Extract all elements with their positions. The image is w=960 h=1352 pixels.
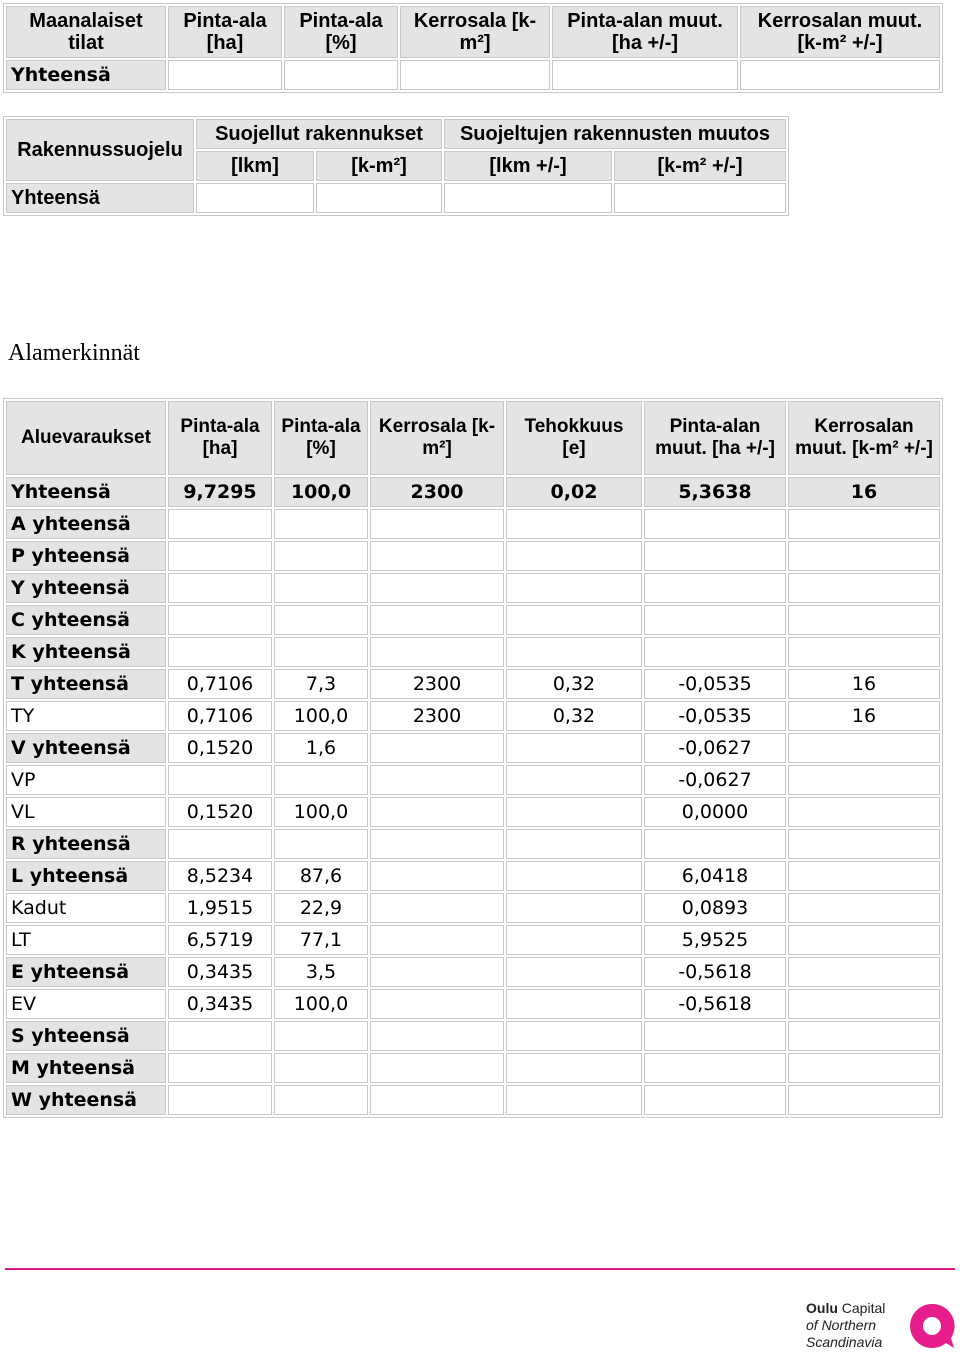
row-label: C yhteensä	[6, 605, 166, 635]
table-cell	[788, 573, 940, 603]
column-header: [k-m² +/-]	[614, 151, 786, 181]
table-cell	[370, 989, 504, 1019]
row-label: Kadut	[6, 893, 166, 923]
table-cell	[274, 1053, 368, 1083]
column-group-header: Suojeltujen rakennusten muutos	[444, 119, 786, 149]
column-header: Kerrosala [k-m²]	[370, 401, 504, 475]
table-row	[6, 733, 940, 763]
table-row	[6, 989, 940, 1019]
table-cell	[506, 541, 642, 571]
row-label: P yhteensä	[6, 541, 166, 571]
table-cell: -0,5618	[644, 957, 786, 987]
table-cell	[614, 183, 786, 213]
table-cell	[274, 1085, 368, 1115]
table-cell	[506, 861, 642, 891]
table-cell	[274, 541, 368, 571]
logo-text	[806, 1300, 906, 1351]
table-cell	[740, 60, 940, 90]
row-label: Yhteensä	[6, 477, 166, 507]
table-cell: 0,0000	[644, 797, 786, 827]
total-label: Yhteensä	[6, 60, 166, 90]
table-cell	[788, 861, 940, 891]
table-cell	[506, 573, 642, 603]
column-header: Pinta-ala [%]	[284, 6, 398, 58]
table-cell: 16	[788, 669, 940, 699]
table-cell: 0,3435	[168, 957, 272, 987]
table-cell	[370, 765, 504, 795]
table-cell	[370, 1021, 504, 1051]
row-label: EV	[6, 989, 166, 1019]
table-cell	[370, 1085, 504, 1115]
table-cell	[788, 1085, 940, 1115]
table-cell	[370, 797, 504, 827]
table-cell	[788, 797, 940, 827]
table-cell	[274, 637, 368, 667]
table-cell: 100,0	[274, 477, 368, 507]
table-row	[6, 541, 940, 571]
section-title: Alamerkinnät	[8, 340, 140, 366]
table-cell: 0,1520	[168, 733, 272, 763]
table-cell	[274, 765, 368, 795]
table-cell: -0,0535	[644, 701, 786, 731]
row-label: V yhteensä	[6, 733, 166, 763]
table-cell	[370, 637, 504, 667]
row-label: K yhteensä	[6, 637, 166, 667]
table-cell	[788, 509, 940, 539]
table-row	[6, 1053, 940, 1083]
table-cell	[506, 797, 642, 827]
table-cell: 100,0	[274, 701, 368, 731]
table-row	[6, 861, 940, 891]
table-header-row	[6, 6, 940, 58]
table-cell	[788, 765, 940, 795]
alamerkinnat-table	[3, 398, 943, 1118]
table-cell: 7,3	[274, 669, 368, 699]
oulu-logo	[806, 1300, 960, 1350]
logo-text-line: of Northern	[806, 1317, 877, 1333]
row-label: A yhteensä	[6, 509, 166, 539]
table-row	[6, 605, 940, 635]
column-header: Kerrosala [k-m²]	[400, 6, 550, 58]
table-cell	[788, 957, 940, 987]
table-row	[6, 183, 786, 213]
footer-divider	[5, 1268, 955, 1270]
table-cell	[788, 605, 940, 635]
table-cell	[284, 60, 398, 90]
table-cell	[506, 733, 642, 763]
table-cell	[444, 183, 612, 213]
table-cell	[552, 60, 738, 90]
table-cell	[168, 509, 272, 539]
table-cell: 2300	[370, 669, 504, 699]
table-row	[6, 701, 940, 731]
table-cell	[644, 637, 786, 667]
table-cell: 3,5	[274, 957, 368, 987]
table-header-row	[6, 401, 940, 475]
table-cell	[644, 605, 786, 635]
table-cell	[168, 541, 272, 571]
table-cell	[274, 605, 368, 635]
row-label: S yhteensä	[6, 1021, 166, 1051]
row-label: Y yhteensä	[6, 573, 166, 603]
table-cell	[196, 183, 314, 213]
column-header: Pinta-alan muut. [ha +/-]	[644, 401, 786, 475]
table-cell: 1,9515	[168, 893, 272, 923]
table-row	[6, 509, 940, 539]
row-label: VP	[6, 765, 166, 795]
table-cell: 6,5719	[168, 925, 272, 955]
table-row	[6, 669, 940, 699]
table-cell	[644, 1021, 786, 1051]
column-header: Kerrosalan muut. [k-m² +/-]	[740, 6, 940, 58]
table-row	[6, 1085, 940, 1115]
table-row	[6, 637, 940, 667]
table-cell: 22,9	[274, 893, 368, 923]
table-cell	[644, 573, 786, 603]
table-cell	[400, 60, 550, 90]
table-cell	[788, 733, 940, 763]
table-cell	[506, 509, 642, 539]
column-header: Maanalaiset tilat	[6, 6, 166, 58]
maanalaiset-table	[3, 3, 943, 93]
table-cell: -0,0535	[644, 669, 786, 699]
table-cell: 6,0418	[644, 861, 786, 891]
table-cell	[168, 1021, 272, 1051]
table-cell: 0,7106	[168, 669, 272, 699]
row-label: LT	[6, 925, 166, 955]
table-cell	[168, 637, 272, 667]
table-cell	[506, 989, 642, 1019]
table-cell	[370, 733, 504, 763]
table-cell	[168, 60, 282, 90]
total-label: Yhteensä	[6, 183, 194, 213]
row-label: TY	[6, 701, 166, 731]
table-row	[6, 925, 940, 955]
table-cell: 87,6	[274, 861, 368, 891]
row-label: T yhteensä	[6, 669, 166, 699]
column-header: [lkm]	[196, 151, 314, 181]
table-cell: 9,7295	[168, 477, 272, 507]
column-header: Pinta-alan muut. [ha +/-]	[552, 6, 738, 58]
table-cell: 0,32	[506, 669, 642, 699]
table-cell	[506, 605, 642, 635]
table-cell	[506, 637, 642, 667]
table-cell: 100,0	[274, 989, 368, 1019]
total-row	[6, 477, 940, 507]
table-header-row	[6, 119, 786, 149]
table-cell	[788, 541, 940, 571]
table-cell	[168, 1085, 272, 1115]
table-cell: -0,0627	[644, 765, 786, 795]
row-group-header: Rakennussuojelu	[6, 119, 194, 181]
table-row	[6, 797, 940, 827]
table-cell: 0,0893	[644, 893, 786, 923]
table-cell	[370, 541, 504, 571]
table-cell: -0,5618	[644, 989, 786, 1019]
table-cell	[506, 925, 642, 955]
column-header: [lkm +/-]	[444, 151, 612, 181]
row-label: VL	[6, 797, 166, 827]
table-cell: 100,0	[274, 797, 368, 827]
logo-text-line: Scandinavia	[806, 1334, 883, 1350]
table-cell	[506, 765, 642, 795]
table-cell	[788, 637, 940, 667]
table-cell: 5,9525	[644, 925, 786, 955]
table-cell: 16	[788, 477, 940, 507]
table-body	[6, 477, 940, 1115]
table-cell	[274, 829, 368, 859]
table-cell	[788, 829, 940, 859]
table-cell	[274, 1021, 368, 1051]
table-cell	[788, 1053, 940, 1083]
table-cell	[644, 509, 786, 539]
rakennussuojelu-table	[3, 116, 789, 216]
logo-text-line: Capital	[837, 1300, 886, 1316]
table-cell	[644, 1053, 786, 1083]
row-label: E yhteensä	[6, 957, 166, 987]
table-cell	[506, 893, 642, 923]
table-cell: 0,1520	[168, 797, 272, 827]
table-cell	[370, 925, 504, 955]
table-row	[6, 573, 940, 603]
table-cell	[316, 183, 442, 213]
table-cell	[788, 925, 940, 955]
table-cell	[644, 1085, 786, 1115]
table-cell	[370, 861, 504, 891]
row-label: L yhteensä	[6, 861, 166, 891]
table-cell	[370, 509, 504, 539]
table-cell: 5,3638	[644, 477, 786, 507]
row-label: M yhteensä	[6, 1053, 166, 1083]
table-row	[6, 893, 940, 923]
table-cell: 0,3435	[168, 989, 272, 1019]
row-label: W yhteensä	[6, 1085, 166, 1115]
column-header: Aluevaraukset	[6, 401, 166, 475]
row-label: R yhteensä	[6, 829, 166, 859]
table-cell: -0,0627	[644, 733, 786, 763]
table-cell	[274, 509, 368, 539]
table-cell	[370, 605, 504, 635]
column-header: Kerrosalan muut. [k-m² +/-]	[788, 401, 940, 475]
column-header: Pinta-ala [%]	[274, 401, 368, 475]
column-header: Tehokkuus [e]	[506, 401, 642, 475]
table-cell	[370, 573, 504, 603]
column-header: [k-m²]	[316, 151, 442, 181]
speech-bubble-logo-icon	[906, 1302, 958, 1350]
table-cell: 8,5234	[168, 861, 272, 891]
table-cell	[168, 1053, 272, 1083]
table-cell	[644, 829, 786, 859]
table-cell	[644, 541, 786, 571]
table-cell	[788, 893, 940, 923]
table-cell: 2300	[370, 701, 504, 731]
column-group-header: Suojellut rakennukset	[196, 119, 442, 149]
table-cell	[274, 573, 368, 603]
table-cell: 0,7106	[168, 701, 272, 731]
table-cell	[506, 1053, 642, 1083]
table-cell	[788, 1021, 940, 1051]
table-row	[6, 765, 940, 795]
table-cell: 0,02	[506, 477, 642, 507]
column-header: Pinta-ala [ha]	[168, 401, 272, 475]
table-cell: 2300	[370, 477, 504, 507]
table-cell	[370, 829, 504, 859]
logo-text-bold: Oulu	[806, 1300, 838, 1316]
table-row	[6, 1021, 940, 1051]
table-cell	[168, 605, 272, 635]
table-cell	[370, 893, 504, 923]
table-cell	[506, 1085, 642, 1115]
table-row	[6, 957, 940, 987]
table-cell: 0,32	[506, 701, 642, 731]
table-cell	[168, 829, 272, 859]
table-cell: 77,1	[274, 925, 368, 955]
table-cell	[370, 1053, 504, 1083]
table-cell	[788, 989, 940, 1019]
table-cell: 1,6	[274, 733, 368, 763]
table-cell	[370, 957, 504, 987]
table-cell	[168, 573, 272, 603]
table-cell	[506, 829, 642, 859]
table-cell	[506, 957, 642, 987]
table-cell	[168, 765, 272, 795]
table-cell	[506, 1021, 642, 1051]
table-cell: 16	[788, 701, 940, 731]
table-row	[6, 60, 940, 90]
table-row	[6, 829, 940, 859]
column-header: Pinta-ala [ha]	[168, 6, 282, 58]
